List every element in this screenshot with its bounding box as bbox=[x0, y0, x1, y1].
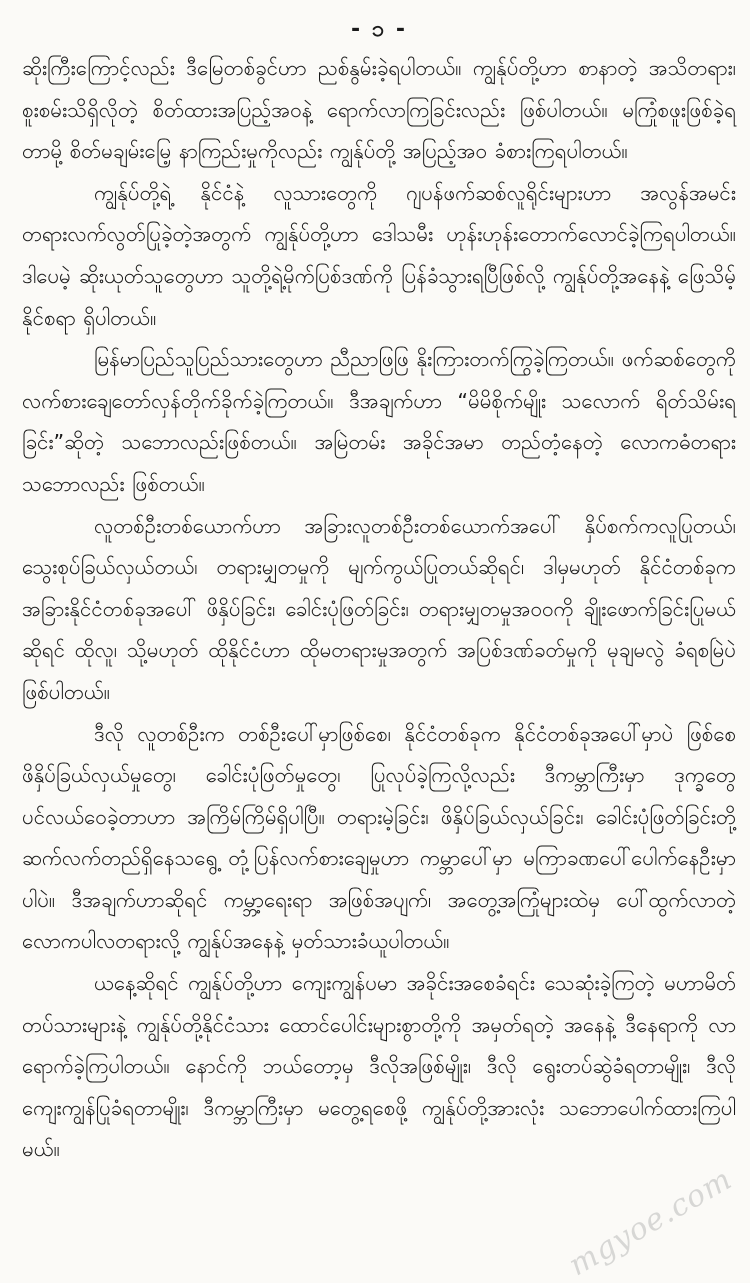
paragraph-5: ဒီလို လူတစ်ဦးက တစ်ဦးပေါ်မှာဖြစ်စေ၊ နိုင်ငံတစ်ခုက နိုင်ငံတစ်ခုအပေါ်မှာပဲ ဖြစ်စေ ဖိနှိပ်ခြယ်လှယ်မှုတွေ၊ ခေါင်းပုံဖြတ်မှုတွေ၊ ပြုလုပ်ခဲ့ကြလို့လည်း ဒီကမ္ဘာကြီးမှာ ဒုက္ခတွေ ပင်လယ်ဝေခဲ့တာဟာ အကြိမ်ကြိမ်ရှိပါပြီ။ တရားမဲ့ခြင်း၊ ဖိနှိပ်ခြယ်လှယ်ခြင်း၊ ခေါင်းပုံဖြတ်ခြင်းတို့ ဆက်လက်တည်ရှိနေသရွေ့ တုံ့ပြန်လက်စားချေမှုဟာ ကမ္ဘာပေါ်မှာ မကြာခဏပေါ်ပေါက်နေဦးမှာပါပဲ။ ဒီအချက်ဟာဆိုရင် ကမ္ဘာ့ရေးရာ အဖြစ်အပျက်၊ အတွေ့အကြုံများထဲမှ ပေါ်ထွက်လာတဲ့ လောကပါလတရားလို့ ကျွန်ုပ်အနေနဲ့ မှတ်သားခံယူပါတယ်။ bbox=[22, 721, 736, 954]
watermark: mgyoe.com bbox=[562, 1161, 738, 1283]
paragraph-2: ကျွန်ုပ်တို့ရဲ့ နိုင်ငံနဲ့ လူသားတွေကို ဂျပန်ဖက်ဆစ်လူရိုင်းများဟာ အလွန်အမင်း တရားလက်လွတ်ပြုခဲ့တဲ့အတွက် ကျွန်ုပ်တို့ဟာ ဒေါသမီး ဟုန်းဟုန်းတောက်လောင်ခဲ့ကြရပါတယ်။ ဒါပေမဲ့ ဆိုးယုတ်သူတွေဟာ သူတို့ရဲ့မိုက်ပြစ်ဒဏ်ကို ပြန်ခံသွားရပြီဖြစ်လို့ ကျွန်ုပ်တို့အနေနဲ့ ဖြေသိမ့်နိုင်စရာ ရှိပါတယ်။ bbox=[22, 180, 736, 330]
page-number: - ၁ - bbox=[351, 17, 407, 42]
paragraph-6: ယနေ့ဆိုရင် ကျွန်ုပ်တို့ဟာ ကျေးကျွန်ပမာ အခိုင်းအစေခံရင်း သေဆုံးခဲ့ကြတဲ့ မဟာမိတ်တပ်သားများနဲ့ ကျွန်ုပ်တို့နိုင်ငံသား ထောင်ပေါင်းများစွာတို့ကို အမှတ်ရတဲ့ အနေနဲ့ ဒီနေရာကို လာရောက်ခဲ့ကြပါတယ်။ နောင်ကို ဘယ်တော့မှ ဒီလိုအဖြစ်မျိုး၊ ဒီလို ရွေးတပ်ဆွဲခံရတာမျိုး၊ ဒီလို ကျေးကျွန်ပြုခံရတာမျိုး၊ ဒီကမ္ဘာကြီးမှာ မတွေ့ရစေဖို့ ကျွန်ုပ်တို့အားလုံး သဘောပေါက်ထားကြပါမယ်။ bbox=[22, 971, 736, 1162]
paragraph-4: လူတစ်ဦးတစ်ယောက်ဟာ အခြားလူတစ်ဦးတစ်ယောက်အပေါ် နှိပ်စက်ကလူပြုတယ်၊ သွေးစုပ်ခြယ်လှယ်တယ်၊ တရားမျှတမှုကို မျက်ကွယ်ပြုတယ်ဆိုရင်၊ ဒါမှမဟုတ် နိုင်ငံတစ်ခုက အခြားနိုင်ငံတစ်ခုအပေါ် ဖိနှိပ်ခြင်း၊ ခေါင်းပုံဖြတ်ခြင်း၊ တရားမျှတမှုအဝဝကို ချိုးဖောက်ခြင်းပြုမယ်ဆိုရင် ထိုလူ၊ သို့မဟုတ် ထိုနိုင်ငံဟာ ထိုမတရားမှုအတွက် အပြစ်ဒဏ်ခတ်မှုကို မုချမလွဲ ခံရစမြဲပဲ ဖြစ်ပါတယ်။ bbox=[22, 513, 736, 704]
paragraph-1: ဆိုးကြီးကြောင့်လည်း ဒီမြေတစ်ခွင်ဟာ ညစ်နွမ်းခဲ့ရပါတယ်။ ကျွန်ုပ်တို့ဟာ စာနာတဲ့ အသိတရား၊ စူးစမ်းသိရှိလိုတဲ့ စိတ်ထားအပြည့်အဝနဲ့ ရောက်လာကြခြင်းလည်း ဖြစ်ပါတယ်။ မကြုံစဖူးဖြစ်ခဲ့ရတာမို့ စိတ်မချမ်းမြေ့ နာကြည်းမှုကိုလည်း ကျွန်ုပ်တို့ အပြည့်အဝ ခံစားကြရပါတယ်။ bbox=[22, 56, 736, 164]
paragraph-3: မြန်မာပြည်သူပြည်သားတွေဟာ ညီညာဖြဖြ နိုးကြားတက်ကြွခဲ့ကြတယ်။ ဖက်ဆစ်တွေကို လက်စားချေတော်လှန်တိုက်ခိုက်ခဲ့ကြတယ်။ ဒီအချက်ဟာ “မိမိစိုက်မျိုး သလောက် ရိတ်သိမ်းရခြင်း”ဆိုတဲ့ သဘောလည်းဖြစ်တယ်။ အမြဲတမ်း အခိုင်အမာ တည်တံ့နေတဲ့ လောကဓံတရားသဘောလည်း ဖြစ်တယ်။ bbox=[22, 347, 736, 496]
body-text bbox=[22, 48, 736, 1171]
